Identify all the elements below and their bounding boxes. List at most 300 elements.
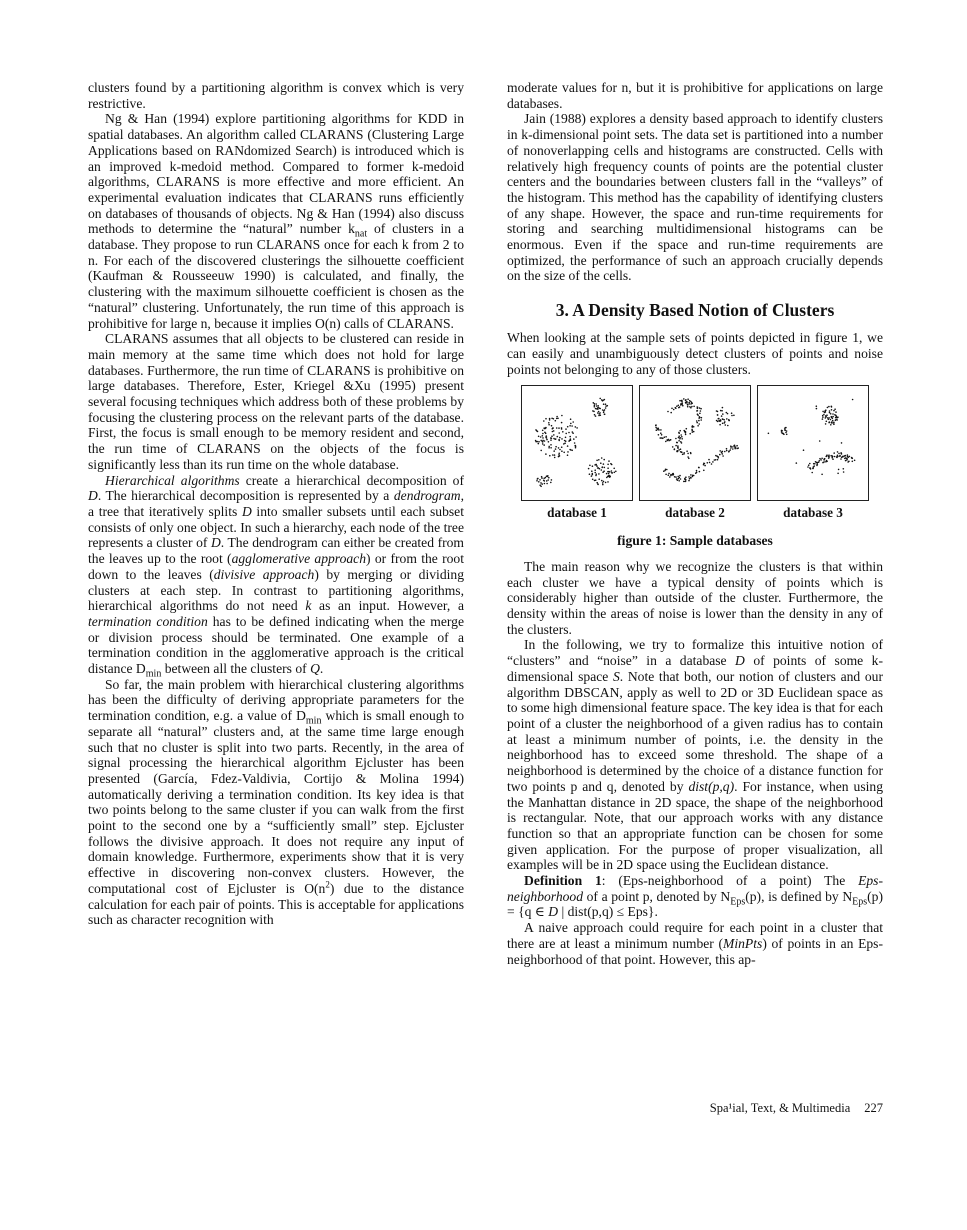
text-span: which is small enough to separate all “natural” clusters and, at the same time large enough such that no cluster is split into two parts. Recently, in the area of signal processing the hierarchical algorithm Ejcluster has been presented (García, Fdez-Valdivia, Cortijo & Molina 1994) automatically deriving a termination condition. Its key idea is that two points belong to the same cluster if you can walk from the first point to the second one by a “sufficiently small” step. Ejcluster follows the divisive approach. It does not require any input of domain knowledge. Furthermore, experiments show that it is very effective in discovering non-convex clusters. However, the computational cost of Ejcluster is O(n — [88, 708, 465, 896]
scatter-point — [719, 424, 721, 426]
scatter-point — [667, 411, 669, 413]
scatter-point — [843, 468, 845, 470]
scatter-point — [659, 437, 661, 439]
scatter-point — [699, 417, 701, 419]
scatter-plot-database-2 — [639, 385, 751, 501]
scatter-point — [819, 440, 821, 442]
scatter-point — [658, 429, 660, 431]
scatter-point — [688, 402, 690, 404]
right-column — [507, 80, 883, 967]
scatter-svg — [758, 386, 868, 500]
text-span: ) due to the distance calculation for each pair of points. This is acceptable for applications such as character recognition with — [88, 880, 464, 928]
scatter-point — [840, 452, 842, 454]
scatter-point — [831, 417, 833, 419]
scatter-point — [552, 454, 554, 456]
scatter-point — [604, 399, 606, 401]
scatter-point — [549, 455, 551, 457]
scatter-point — [666, 439, 668, 441]
text-span: ) of points in an Eps-neighborhood of that point. However, this ap- — [507, 935, 883, 967]
page-number: 227 — [864, 1101, 883, 1115]
scatter-point — [834, 409, 836, 411]
page-footer — [507, 1101, 883, 1116]
scatter-point — [558, 432, 560, 434]
italic-term: D — [210, 535, 221, 551]
italic-term: D — [241, 503, 252, 519]
scatter-point — [718, 418, 720, 420]
scatter-point — [542, 433, 544, 435]
scatter-point — [832, 413, 834, 415]
scatter-point — [826, 415, 828, 417]
scatter-point — [598, 467, 600, 469]
scatter-point — [824, 412, 826, 414]
scatter-point — [595, 416, 597, 418]
scatter-point — [816, 406, 818, 408]
scatter-point — [546, 480, 548, 482]
scatter-point — [717, 459, 719, 461]
scatter-point — [561, 427, 563, 429]
scatter-point — [571, 425, 573, 427]
scatter-point — [592, 479, 594, 481]
scatter-point — [663, 471, 665, 473]
scatter-point — [685, 434, 687, 436]
scatter-point — [675, 438, 677, 440]
scatter-point — [548, 477, 550, 479]
text-span: (p) = {q ∈ — [507, 888, 883, 920]
text-span: has to be defined indicating when the merge or division process should be terminated. One example of a termination condition in the agglomerative approach is the critical distance D — [88, 613, 464, 677]
scatter-point — [553, 451, 555, 453]
scatter-point — [595, 480, 597, 482]
scatter-point — [684, 479, 686, 481]
scatter-point — [561, 438, 563, 440]
scatter-point — [561, 447, 563, 449]
italic-term: k — [305, 598, 312, 614]
scatter-point — [594, 405, 596, 407]
scatter-point — [721, 410, 723, 412]
scatter-point — [575, 436, 577, 438]
scatter-point — [603, 404, 605, 406]
scatter-point — [825, 416, 827, 418]
scatter-point — [551, 438, 553, 440]
scatter-point — [730, 446, 732, 448]
scatter-point — [603, 410, 605, 412]
scatter-point — [677, 480, 679, 482]
scatter-point — [535, 440, 537, 442]
scatter-point — [558, 454, 560, 456]
scatter-point — [822, 419, 824, 421]
scatter-point — [540, 482, 542, 484]
scatter-point — [827, 407, 829, 409]
scatter-point — [836, 416, 838, 418]
scatter-point — [733, 446, 735, 448]
text-span: Ng & Han (1994) explore partitioning algorithms for KDD in spatial databases. An algorithm called CLARANS (Clustering Large Applications based on RANdomized Search) is introduced which is an improved k-medoid method. Compared to former k-medoid algorithms, CLARANS is more effective and more efficient. An experimental evaluation indicates that CLARANS runs efficiently on databases of thousands of objects. Ng & Han (1994) also discuss methods to determine the “natural” number k — [88, 111, 464, 237]
scatter-point — [553, 438, 555, 440]
scatter-point — [595, 408, 597, 410]
scatter-point — [603, 464, 605, 466]
text-span: . — [319, 661, 324, 677]
scatter-point — [690, 477, 692, 479]
subscript: Eps — [852, 896, 868, 908]
scatter-point — [840, 458, 842, 460]
scatter-point — [595, 475, 597, 477]
scatter-point — [539, 479, 541, 481]
scatter-point — [603, 471, 605, 473]
scatter-point — [594, 414, 596, 416]
subscript: min — [145, 668, 162, 680]
italic-term: D — [735, 653, 745, 669]
scatter-point — [598, 459, 600, 461]
scatter-point — [569, 449, 571, 451]
scatter-point — [827, 417, 829, 419]
scatter-point — [829, 412, 831, 414]
scatter-point — [543, 445, 545, 447]
scatter-point — [681, 401, 683, 403]
scatter-point — [725, 424, 727, 426]
scatter-point — [665, 436, 667, 438]
scatter-point — [543, 478, 545, 480]
scatter-point — [589, 465, 591, 467]
scatter-point — [717, 456, 719, 458]
scatter-point — [700, 410, 702, 412]
scatter-point — [735, 447, 737, 449]
scatter-point — [538, 441, 540, 443]
scatter-point — [602, 484, 604, 486]
figure-caption: figure 1: Sample databases — [617, 533, 773, 549]
text-span: create a hierarchical decomposition of — [239, 472, 464, 488]
figure-1 — [507, 385, 883, 549]
scatter-point — [813, 463, 815, 465]
scatter-point — [539, 485, 541, 487]
paragraph: When looking at the sample sets of points depicted in figure 1, we can easily and unambiguously detect clusters of points and noise points not belonging to any of those clusters. — [507, 330, 883, 377]
scatter-point — [602, 400, 604, 402]
scatter-point — [551, 436, 553, 438]
scatter-point — [660, 433, 662, 435]
scatter-point — [698, 423, 700, 425]
scatter-point — [678, 437, 680, 439]
scatter-point — [726, 418, 728, 420]
scatter-point — [555, 446, 557, 448]
scatter-point — [686, 451, 688, 453]
scatter-point — [691, 430, 693, 432]
italic-term: agglomerative approach — [231, 551, 367, 567]
paragraph — [88, 111, 464, 331]
scatter-point — [709, 462, 711, 464]
scatter-point — [658, 434, 660, 436]
scatter-point — [545, 433, 547, 435]
scatter-point — [547, 476, 549, 478]
scatter-point — [823, 461, 825, 463]
scatter-point — [674, 449, 676, 451]
scatter-point — [830, 413, 832, 415]
scatter-point — [722, 419, 724, 421]
scatter-point — [558, 447, 560, 449]
scatter-point — [720, 410, 722, 412]
scatter-point — [665, 441, 667, 443]
scatter-svg — [640, 386, 750, 500]
scatter-point — [849, 456, 851, 458]
scatter-point — [607, 405, 609, 407]
scatter-point — [672, 446, 674, 448]
scatter-point — [693, 406, 695, 408]
scatter-point — [597, 405, 599, 407]
scatter-point — [677, 448, 679, 450]
scatter-point — [562, 431, 564, 433]
scatter-point — [821, 474, 823, 476]
scatter-point — [542, 441, 544, 443]
scatter-point — [686, 402, 688, 404]
scatter-point — [699, 471, 701, 473]
scatter-point — [613, 468, 615, 470]
scatter-point — [685, 477, 687, 479]
scatter-point — [682, 405, 684, 407]
scatter-point — [567, 455, 569, 457]
scatter-point — [785, 427, 787, 429]
scatter-point — [550, 444, 552, 446]
text-span: of a point p, denoted by N — [583, 888, 731, 904]
scatter-point — [661, 434, 663, 436]
scatter-point — [671, 408, 673, 410]
scatter-point — [538, 481, 540, 483]
scatter-point — [614, 472, 616, 474]
scatter-point — [812, 468, 814, 470]
text-span: : (Eps-neighborhood of a point) The — [601, 873, 859, 889]
scatter-point — [727, 413, 729, 415]
subscript: Eps — [730, 896, 746, 908]
paragraph: CLARANS assumes that all objects to be clustered can reside in main memory at the same time which does not hold for large databases. Furthermore, the run time of CLARANS is prohibitive on large databases. Therefore, Ester, Kriegel &Xu (1995) present several focusing techniques which address both of these problems by focusing the clustering process on the relevant parts of the database. First, the focus is small enough to be memory resident and second, the run time of CLARANS on the objects of the focus is significantly less than its run time on the whole database. — [88, 331, 464, 472]
scatter-point — [601, 469, 603, 471]
scatter-point — [821, 458, 823, 460]
scatter-point — [588, 468, 590, 470]
italic-term: dist(p,q) — [688, 778, 735, 794]
scatter-point — [561, 451, 563, 453]
scatter-point — [550, 440, 552, 442]
scatter-plot-database-1 — [521, 385, 633, 501]
scatter-point — [540, 450, 542, 452]
scatter-point — [696, 420, 698, 422]
scatter-point — [690, 407, 692, 409]
scatter-point — [679, 400, 681, 402]
scatter-point — [597, 408, 599, 410]
scatter-svg — [522, 386, 632, 500]
scatter-point — [607, 481, 609, 483]
scatter-point — [728, 420, 730, 422]
scatter-point — [721, 416, 723, 418]
italic-term: D — [88, 488, 98, 504]
scatter-point — [572, 431, 574, 433]
scatter-point — [852, 399, 854, 401]
scatter-point — [830, 424, 832, 426]
scatter-point — [678, 449, 680, 451]
paragraph — [507, 637, 883, 873]
scatter-point — [573, 439, 575, 441]
scatter-point — [558, 428, 560, 430]
scatter-point — [592, 474, 594, 476]
scatter-point — [845, 457, 847, 459]
scatter-point — [569, 425, 571, 427]
scatter-point — [538, 443, 540, 445]
italic-term: Hierarchical algorithms — [105, 472, 240, 488]
scatter-point — [689, 478, 691, 480]
scatter-point — [556, 416, 558, 418]
text-span: . For instance, when using the Manhattan distance in 2D space, the shape of the neighborhood is rectangular. Note, that our approach works with any distance function so that an appropriate function can be chosen for some given application. For the purpose of proper visualization, all examples will be in 2D space using the Euclidean distance. — [507, 778, 883, 873]
scatter-point — [781, 433, 783, 435]
scatter-point — [698, 420, 700, 422]
scatter-plot-database-3 — [757, 385, 869, 501]
scatter-point — [848, 461, 850, 463]
scatter-point — [678, 440, 680, 442]
scatter-point — [691, 402, 693, 404]
scatter-point — [551, 479, 553, 481]
scatter-point — [687, 453, 689, 455]
superscript: 2 — [325, 879, 330, 890]
scatter-point — [697, 415, 699, 417]
scatter-point — [604, 467, 606, 469]
scatter-point — [679, 430, 681, 432]
scatter-point — [576, 427, 578, 429]
scatter-point — [699, 413, 701, 415]
scatter-point — [811, 472, 813, 474]
scatter-point — [569, 436, 571, 438]
italic-term: dendrogram — [393, 488, 461, 504]
scatter-point — [545, 437, 547, 439]
scatter-point — [832, 456, 834, 458]
text-span: . Note that both, our notion of clusters and our algorithm DBSCAN, apply as well to 2D or 3D Euclidean space as to some high dimensional feature space. The key idea is that for each point of a cluster the neighborhood of a given radius has to contain at least a minimum number of points, i.e. the density in the neighborhood has to exceed some threshold. The shape of a neighborhood is determined by the choice of a distance function for two points p and q, denoted by — [507, 668, 883, 794]
scatter-point — [844, 455, 846, 457]
scatter-point — [555, 449, 557, 451]
figure-label: database 3 — [783, 505, 843, 521]
scatter-point — [737, 448, 739, 450]
scatter-point — [545, 418, 547, 420]
scatter-point — [692, 427, 694, 429]
scatter-point — [732, 448, 734, 450]
scatter-point — [807, 466, 809, 468]
scatter-point — [669, 476, 671, 478]
scatter-point — [722, 451, 724, 453]
scatter-point — [676, 442, 678, 444]
scatter-point — [592, 466, 594, 468]
text-span: as an input. However, a — [311, 598, 464, 614]
scatter-point — [852, 461, 854, 463]
scatter-point — [842, 456, 844, 458]
scatter-point — [596, 482, 598, 484]
scatter-point — [834, 414, 836, 416]
text-span: ) or from the root down to the leaves ( — [88, 551, 464, 582]
scatter-point — [563, 443, 565, 445]
scatter-point — [540, 436, 542, 438]
scatter-point — [611, 470, 613, 472]
scatter-point — [687, 399, 689, 401]
text-span: of points of some k-dimensional space — [507, 653, 883, 684]
scatter-point — [544, 483, 546, 485]
scatter-point — [660, 429, 662, 431]
scatter-point — [544, 440, 546, 442]
scatter-point — [678, 405, 680, 407]
scatter-point — [722, 407, 724, 409]
scatter-point — [611, 464, 613, 466]
scatter-point — [549, 418, 551, 420]
figure-label: database 1 — [547, 505, 607, 521]
scatter-point — [847, 456, 849, 458]
scatter-point — [825, 423, 827, 425]
scatter-point — [603, 412, 605, 414]
scatter-point — [676, 451, 678, 453]
paragraph: The main reason why we recognize the clusters is that within each cluster we have a typical density of points which is considerably higher than outside of the cluster. Furthermore, the density within the areas of noise is lower than the density in any of the clusters. — [507, 558, 883, 637]
scatter-point — [679, 475, 681, 477]
scatter-point — [548, 446, 550, 448]
scatter-point — [540, 440, 542, 442]
scatter-point — [602, 466, 604, 468]
scatter-point — [768, 433, 770, 435]
scatter-point — [701, 417, 703, 419]
scatter-point — [597, 484, 599, 486]
scatter-point — [836, 457, 838, 459]
scatter-point — [552, 431, 554, 433]
scatter-point — [715, 459, 717, 461]
scatter-point — [565, 433, 567, 435]
scatter-point — [596, 460, 598, 462]
text-span: In the following, we try to formalize this intuitive notion of “clusters” and “noise” in a database — [507, 637, 883, 669]
section-heading: 3. A Density Based Notion of Clusters — [555, 300, 835, 321]
scatter-point — [599, 408, 601, 410]
scatter-point — [834, 456, 836, 458]
scatter-point — [543, 428, 545, 430]
scatter-point — [682, 454, 684, 456]
scatter-point — [816, 408, 818, 410]
scatter-point — [603, 459, 605, 461]
scatter-point — [548, 422, 550, 424]
scatter-point — [703, 464, 705, 466]
scatter-point — [822, 417, 824, 419]
scatter-point — [546, 439, 548, 441]
scatter-point — [545, 427, 547, 429]
scatter-point — [837, 451, 839, 453]
scatter-point — [683, 430, 685, 432]
scatter-point — [561, 415, 563, 417]
scatter-point — [824, 458, 826, 460]
scatter-point — [547, 479, 549, 481]
scatter-point — [819, 458, 821, 460]
scatter-point — [839, 456, 841, 458]
scatter-point — [550, 482, 552, 484]
text-span: ) by merging or dividing clusters at each step. In contrast to partitioning algorithms, hierarchical algorithms do not need — [88, 566, 464, 614]
scatter-point — [681, 436, 683, 438]
scatter-point — [571, 450, 573, 452]
scatter-point — [575, 426, 577, 428]
scatter-point — [552, 427, 554, 429]
scatter-point — [734, 448, 736, 450]
scatter-point — [717, 414, 719, 416]
scatter-point — [677, 445, 679, 447]
scatter-point — [817, 464, 819, 466]
scatter-point — [546, 483, 548, 485]
scatter-point — [843, 471, 845, 473]
scatter-point — [686, 428, 688, 430]
scatter-point — [699, 408, 701, 410]
scatter-point — [535, 429, 537, 431]
scatter-point — [697, 425, 699, 427]
scatter-point — [681, 442, 683, 444]
figure-panel-database-1 — [521, 385, 633, 521]
scatter-point — [548, 441, 550, 443]
scatter-point — [594, 403, 596, 405]
scatter-point — [678, 436, 680, 438]
scatter-point — [681, 452, 683, 454]
scatter-point — [665, 469, 667, 471]
scatter-point — [548, 447, 550, 449]
scatter-point — [597, 412, 599, 414]
scatter-point — [658, 428, 660, 430]
scatter-point — [689, 433, 691, 435]
subscript: min — [305, 715, 322, 727]
